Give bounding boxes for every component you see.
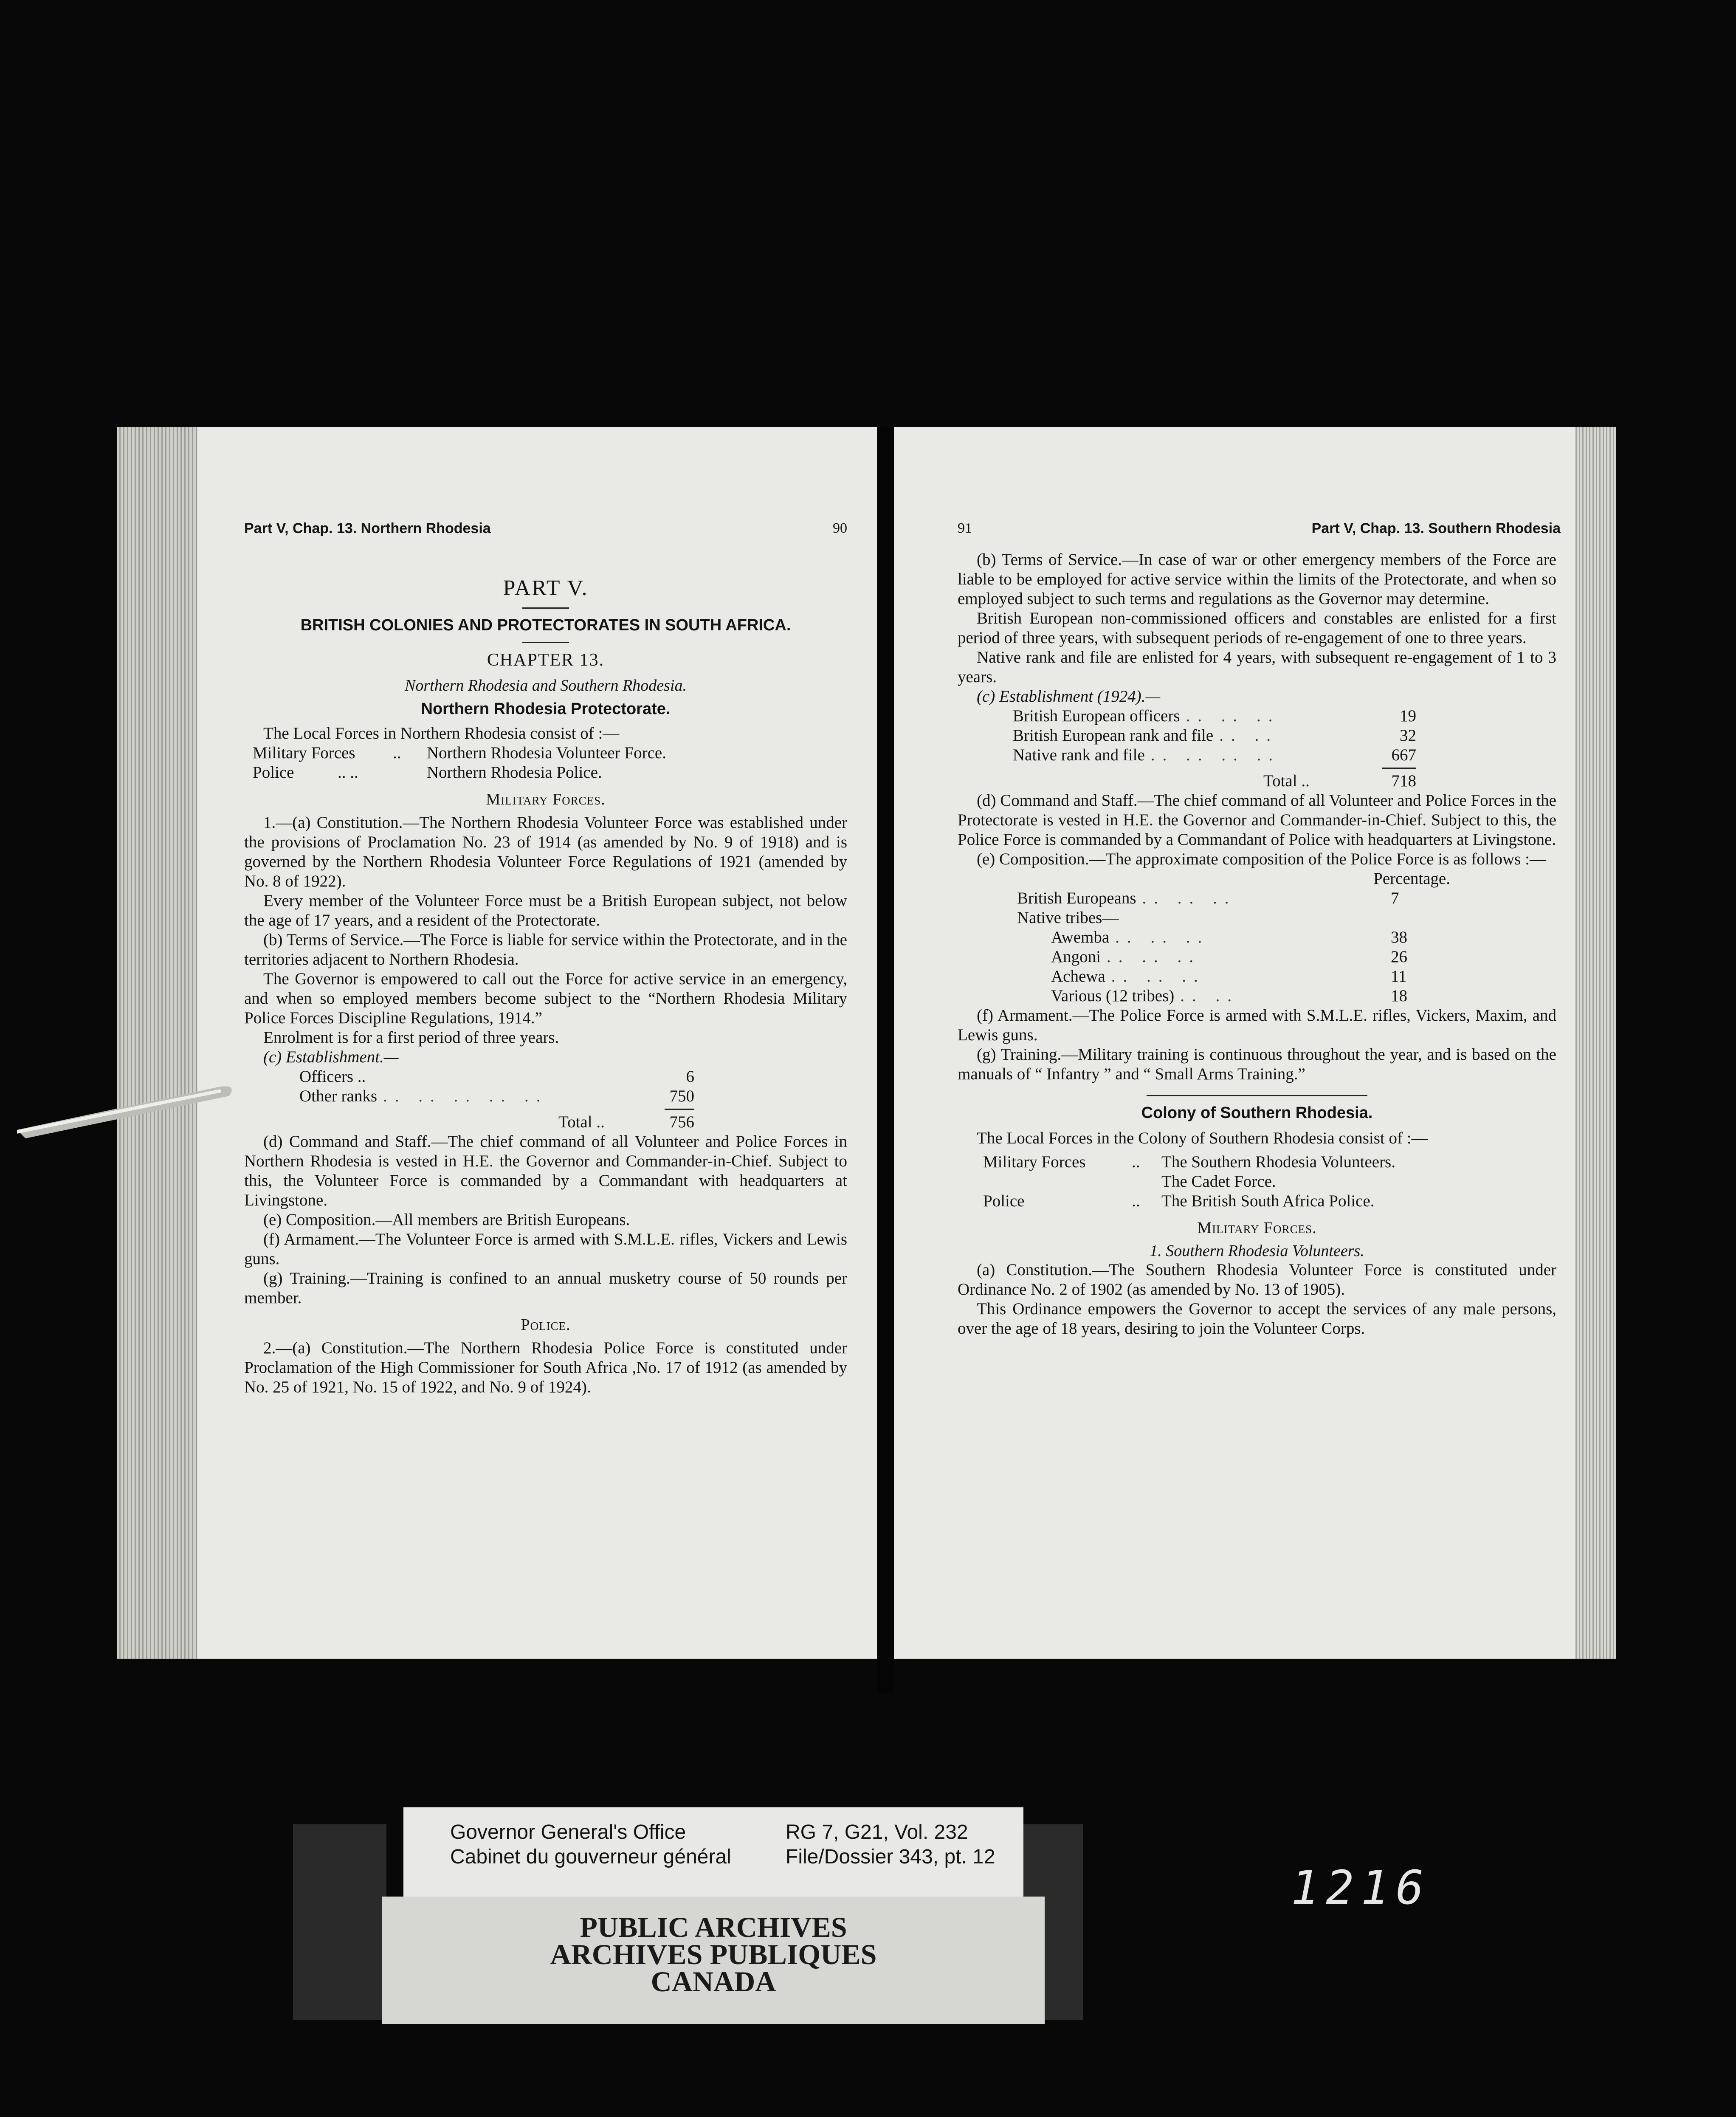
establishment-table — [244, 1067, 694, 1132]
paragraph: (g) Training.—Military training is continuous throughout the year, and is based on the manuals of “ Infantry ” and “ Small Arms Training.” — [958, 1045, 1556, 1083]
colony-intro: The Local Forces in the Colony of Southern Rhodesia consist of :— — [977, 1129, 1428, 1147]
table-row: Awemba .. .. .. 38 — [1051, 928, 1407, 946]
table-total-row: Total .. 718 — [1263, 772, 1416, 790]
right-running-head — [958, 520, 1590, 550]
sum-rule — [665, 1109, 694, 1110]
table-total-row: Total .. 756 — [558, 1113, 694, 1131]
left-running-title: Part V, Chap. 13. Northern Rhodesia — [244, 520, 491, 536]
paragraph: (e) Composition.—All members are British Europeans. — [263, 1211, 630, 1229]
colony-heading: Colony of Southern Rhodesia. — [1141, 1104, 1373, 1122]
local-forces-intro: The Local Forces in Northern Rhodesia consist of :— — [263, 724, 620, 742]
paragraph: Every member of the Volunteer Force must be a British European subject, not below the age of 17 years, and a resident of the Protectorate. — [244, 892, 847, 929]
paragraph: (a) Constitution.—The Southern Rhodesia Volunteer Force is constituted under Ordinance No. 2 of 1902 (as amended by No. 13 of 1905). — [958, 1261, 1556, 1298]
divider — [522, 642, 569, 643]
paragraph: 1.—(a) Constitution.—The Northern Rhodesia Volunteer Force was established under the provisions of Proclamation No. 23 of 1914 (as amended by No. 9 of 1918) and is governed by the Northern Rhodesia Volunteer Force Regulations of 1921 (amended by No. 8 of 1922). — [244, 813, 847, 890]
paragraph: (d) Command and Staff.—The chief command of all Volunteer and Police Forces in the Protectorate is vested in H.E. the Governor and Commander-in-Chief. Subject to this, the Police Force is commanded by a Commandant of Police with headquarters at Livingstone. — [958, 791, 1556, 849]
police-heading: Police. — [521, 1316, 571, 1334]
part-title: PART V. — [503, 576, 589, 600]
establishment-label: (c) Establishment.— — [263, 1048, 399, 1066]
left-page-number: 90 — [833, 520, 847, 536]
paragraph: Native rank and file are enlisted for 4 years, with subsequent re-engagement of 1 to 3 years. — [958, 648, 1556, 686]
paragraph: The Governor is empowered to call out the Force for active service in an emergency, and when so employed members become subject to the “Northern Rhodesia Military Police Forces Discipline Regulations, 1914.” — [244, 970, 847, 1027]
establishment-label: (c) Establishment (1924).— — [977, 687, 1161, 706]
pointer-tool-icon — [17, 1079, 238, 1138]
table-row: Other ranks .. .. .. .. .. 750 — [299, 1087, 694, 1105]
establishment-table — [958, 706, 1416, 791]
table-row: Various (12 tribes) .. .. 18 — [1051, 987, 1407, 1005]
left-running-head — [244, 520, 847, 550]
right-page-number: 91 — [958, 520, 972, 536]
table-row: Native rank and file .. .. .. .. 667 — [1013, 746, 1416, 764]
paragraph: (f) Armament.—The Volunteer Force is armed with S.M.L.E. rifles, Vickers and Lewis guns. — [244, 1230, 847, 1268]
list-item: The Cadet Force. — [1161, 1172, 1276, 1191]
right-running-title: Part V, Chap. 13. Southern Rhodesia — [1311, 520, 1561, 536]
local-forces-list — [244, 743, 847, 782]
percentage-header: Percentage. — [1373, 869, 1450, 888]
archives-stamp: PUBLIC ARCHIVES ARCHIVES PUBLIQUES CANADA — [382, 1897, 1045, 2024]
chapter-title: CHAPTER 13. — [487, 650, 605, 670]
open-book — [117, 427, 1616, 1693]
archive-label — [293, 1807, 1087, 2062]
paragraph: This Ordinance empowers the Governor to accept the services of any male persons, over the age of 18 years, desiring to join the Volunteer Corps. — [958, 1300, 1556, 1338]
volunteers-heading: 1. Southern Rhodesia Volunteers. — [1150, 1242, 1364, 1260]
divider — [522, 607, 569, 609]
table-row: Native tribes— — [1017, 909, 1119, 927]
sum-rule — [1382, 768, 1416, 769]
paragraph: (e) Composition.—The approximate composition of the Police Force is as follows :— — [977, 850, 1546, 868]
military-forces-heading: Military Forces. — [486, 790, 606, 808]
paragraph: (f) Armament.—The Police Force is armed with S.M.L.E. rifles, Vickers, Maxim, and Lewis guns. — [958, 1006, 1556, 1044]
table-row: British European officers .. .. .. 19 — [1013, 707, 1416, 725]
paragraph: British European non-commissioned officers and constables are enlisted for a first period of three years, with subsequent periods of re-engagement of one to three years. — [958, 609, 1556, 647]
reference-card — [403, 1807, 1023, 1905]
composition-table — [958, 869, 1450, 1006]
list-item: Military Forces .. Northern Rhodesia Volunteer Force. — [253, 744, 666, 762]
table-row: Officers .. 6 — [299, 1067, 694, 1086]
section-title: Northern Rhodesia Protectorate. — [421, 700, 671, 718]
book-gutter — [877, 427, 894, 1693]
divider — [1147, 1095, 1367, 1096]
part-subtitle: BRITISH COLONIES AND PROTECTORATES IN SOUTH AFRICA. — [300, 616, 791, 634]
paragraph: 2.—(a) Constitution.—The Northern Rhodesia Police Force is constituted under Proclamation of the High Commissioner for South Africa ,No. 17 of 1912 (as amended by No. 25 of 1921, No. 15 of 1922, and No. 9 of 1924). — [244, 1339, 847, 1396]
table-header — [1017, 869, 1450, 889]
paragraph: (b) Terms of Service.—The Force is liable for service within the Protectorate, and in the territories adjacent to Northern Rhodesia. — [244, 931, 847, 968]
paragraph: (d) Command and Staff.—The chief command of all Volunteer and Police Forces in Northern Rhodesia is vested in H.E. the Governor and Commander-in-Chief. Subject to this, the Volunteer Force is commanded by a Commandant with headquarters at Livingstone. — [244, 1132, 847, 1209]
left-page — [117, 427, 877, 1659]
table-row: British European rank and file .. .. 32 — [1013, 726, 1416, 745]
ref-volume: RG 7, G21, Vol. 232 — [786, 1821, 968, 1843]
table-row: British Europeans .. .. .. 7 — [1017, 889, 1399, 907]
ref-file: File/Dossier 343, pt. 12 — [786, 1846, 995, 1868]
military-forces-heading: Military Forces. — [1197, 1219, 1317, 1237]
table-row: Achewa .. .. .. 11 — [1051, 967, 1407, 985]
paragraph: (b) Terms of Service.—In case of war or other emergency members of the Force are liable to be employed for active service within the limits of the Protectorate, and when so employed subject to such terms and regulations as the Governor may determine. — [958, 550, 1556, 608]
paragraph: (g) Training.—Training is confined to an annual musketry course of 50 rounds per member. — [244, 1269, 847, 1307]
office-fr: Cabinet du gouverneur général — [450, 1846, 731, 1868]
chapter-subtitle: Northern Rhodesia and Southern Rhodesia. — [405, 677, 687, 694]
frame-number: 1216 — [1291, 1860, 1431, 1915]
list-item: Police .. .. Northern Rhodesia Police. — [253, 763, 602, 782]
list-item: Police .. The British South Africa Police. — [983, 1192, 1375, 1210]
office-en: Governor General's Office — [450, 1821, 686, 1843]
paragraph: Enrolment is for a first period of three years. — [263, 1028, 559, 1047]
right-page — [894, 427, 1616, 1659]
table-row: Angoni .. .. .. 26 — [1051, 948, 1407, 966]
colony-forces-list — [958, 1152, 1556, 1211]
list-item: Military Forces .. The Southern Rhodesia Volunteers. — [983, 1153, 1395, 1171]
